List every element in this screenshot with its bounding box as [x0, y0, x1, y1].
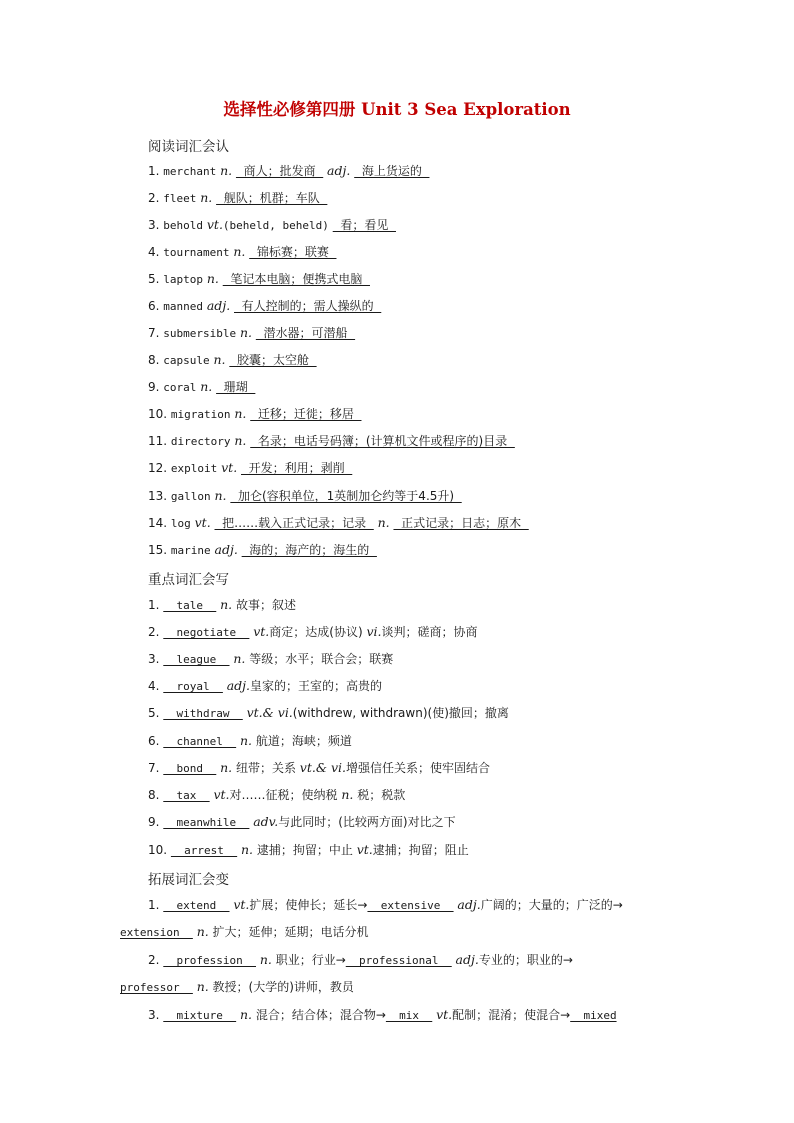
list-item: 5. laptop n. 笔记本电脑；便携式电脑	[148, 271, 370, 286]
answer-blank: extensive	[367, 899, 454, 912]
answer-blank: profession	[163, 954, 256, 967]
list-item: 8. tax vt.对……征税；使纳税 n. 税；税款	[148, 787, 406, 802]
answer-blank: professional	[345, 954, 452, 967]
list-item: 1. merchant n. 商人；批发商 adj. 海上货运的	[148, 163, 430, 178]
answer-blank: extension	[120, 926, 193, 939]
answer-blank: 珊瑚	[216, 380, 256, 394]
answer-blank: 潜水器；可潜船	[255, 326, 356, 340]
list-item: 7. bond n. 纽带；关系 vt.& vi.增强信任关系；使牢固结合	[148, 760, 491, 775]
answer-blank: 笔记本电脑；便携式电脑	[222, 272, 370, 286]
answer-blank: royal	[163, 680, 223, 693]
list-item: 7. submersible n. 潜水器；可潜船	[148, 325, 356, 340]
list-item: 2. negotiate vt.商定；达成(协议) vi.谈判；磋商；协商	[148, 624, 478, 639]
list-item: 6. channel n. 航道；海峡；频道	[148, 733, 352, 748]
answer-blank: negotiate	[163, 626, 250, 639]
list-item: 3. behold vt.(beheld, beheld) 看；看见	[148, 217, 396, 232]
list-item: 9. coral n. 珊瑚	[148, 379, 256, 394]
answer-blank: withdraw	[163, 707, 243, 720]
list-item-continued: extension n. 扩大；延伸；延期；电话分机	[120, 924, 369, 939]
answer-blank: channel	[163, 735, 237, 748]
list-item: 5. withdraw vt.& vi.(withdrew, withdrawn)(使)撤回；撤离	[148, 705, 509, 720]
answer-blank: 海上货运的	[354, 164, 430, 178]
answer-blank: tale	[163, 599, 217, 612]
list-item: 3. mixture n. 混合；结合体；混合物→ mix vt.配制；混淆；使混合→ mixed	[148, 1007, 617, 1022]
list-item-continued: professor n. 教授；(大学的)讲师，教员	[120, 979, 354, 994]
answer-blank: 有人控制的；需人操纵的	[234, 299, 382, 313]
answer-blank: 锦标赛；联赛	[249, 245, 337, 259]
list-item: 2. profession n. 职业；行业→ professional adj.专业的；职业的→	[148, 952, 573, 967]
section-heading-write: 重点词汇会写	[148, 572, 229, 588]
answer-blank: professor	[120, 981, 193, 994]
list-item: 15. marine adj. 海的；海产的；海生的	[148, 542, 377, 557]
answer-blank: extend	[163, 899, 230, 912]
answer-blank: 看；看见	[332, 218, 396, 232]
answer-blank: 舰队；机群；车队	[216, 191, 328, 205]
answer-blank: 把……载入正式记录；记录	[214, 516, 374, 530]
answer-blank: 胶囊；太空舱	[229, 353, 317, 367]
section-heading-read: 阅读词汇会认	[148, 139, 229, 155]
answer-blank: 商人；批发商	[235, 164, 324, 178]
list-item: 3. league n. 等级；水平；联合会；联赛	[148, 651, 394, 666]
list-item: 13. gallon n. 加仑(容积单位，1英制加仑约等于4.5升)	[148, 488, 462, 503]
list-item: 11. directory n. 名录；电话号码簿；(计算机文件或程序的)目录	[148, 433, 515, 448]
answer-blank: 开发；利用；剥削	[241, 461, 353, 475]
answer-blank: tax	[163, 789, 210, 802]
answer-blank: 名录；电话号码簿；(计算机文件或程序的)目录	[250, 434, 515, 448]
answer-blank: mixed	[570, 1009, 617, 1022]
answer-blank: 迁移；迁徙；移居	[250, 407, 362, 421]
answer-blank: 正式记录；日志；原木	[393, 516, 529, 530]
list-item: 14. log vt. 把……载入正式记录；记录 n. 正式记录；日志；原木	[148, 515, 529, 530]
answer-blank: meanwhile	[163, 816, 250, 829]
list-item: 2. fleet n. 舰队；机群；车队	[148, 190, 328, 205]
page-title: 选择性必修第四册 Unit 3 Sea Exploration	[223, 100, 571, 119]
answer-blank: bond	[163, 762, 217, 775]
list-item: 4. royal adj.皇家的；王室的；高贵的	[148, 678, 383, 693]
list-item: 4. tournament n. 锦标赛；联赛	[148, 244, 337, 259]
list-item: 6. manned adj. 有人控制的；需人操纵的	[148, 298, 382, 313]
answer-blank: mixture	[163, 1009, 237, 1022]
answer-blank: league	[163, 653, 230, 666]
list-item: 1. tale n. 故事；叙述	[148, 597, 296, 612]
answer-blank: arrest	[170, 844, 238, 857]
answer-blank: 加仑(容积单位，1英制加仑约等于4.5升)	[230, 489, 462, 503]
list-item: 9. meanwhile adv.与此同时；(比较两方面)对比之下	[148, 814, 456, 829]
list-item: 10. migration n. 迁移；迁徙；移居	[148, 406, 362, 421]
list-item: 8. capsule n. 胶囊；太空舱	[148, 352, 317, 367]
list-item: 10. arrest n. 逮捕；拘留；中止 vt.逮捕；拘留；阻止	[148, 842, 469, 857]
list-item: 1. extend vt.扩展；使伸长；延长→ extensive adj.广阔的；大量的；广泛的→	[148, 897, 623, 912]
list-item: 12. exploit vt. 开发；利用；剥削	[148, 460, 353, 475]
section-heading-expand: 拓展词汇会变	[148, 872, 229, 888]
answer-blank: mix	[385, 1009, 433, 1022]
answer-blank: 海的；海产的；海生的	[241, 543, 377, 557]
